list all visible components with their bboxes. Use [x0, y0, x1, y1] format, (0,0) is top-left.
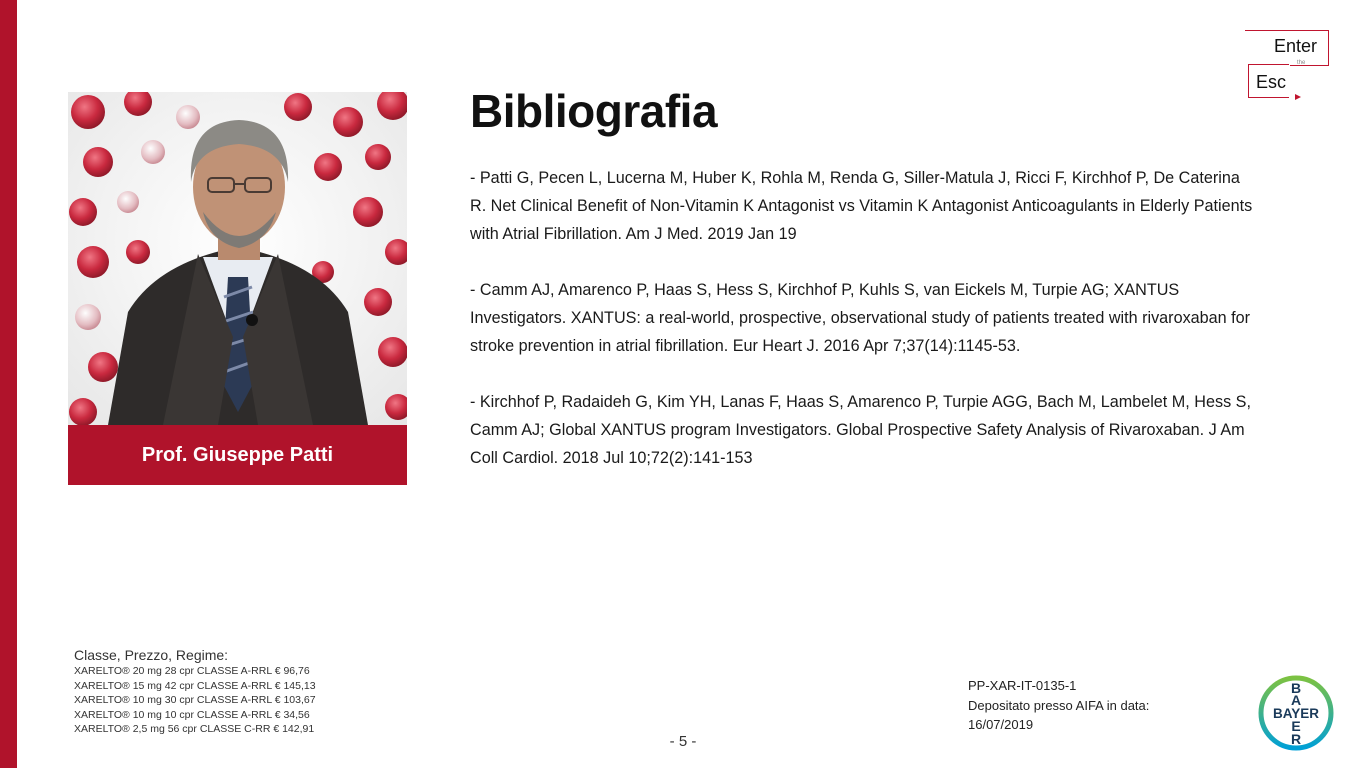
- aifa-label: Depositato presso AIFA in data:: [968, 697, 1150, 713]
- enter-the-esc-logo: [1246, 29, 1330, 99]
- aifa-date: 16/07/2019: [968, 717, 1034, 732]
- reference-item: - Patti G, Pecen L, Lucerna M, Huber K, Rohla M, Renda G, Siller-Matula J, Ricci F, Kirchhof P, De Caterina R. Net Clinical Benefit of Non-Vitamin K Antagonist vs Vitamin K Antagonist Anticoagulants in Elderly Patients with Atrial Fibrillation. Am J Med. 2019 Jan 19: [470, 169, 1253, 243]
- bayer-letter: E: [1291, 718, 1301, 734]
- presenter-photo: [68, 92, 407, 425]
- reference-list: [470, 164, 1260, 500]
- document-code: PP-XAR-IT-0135-1: [968, 678, 1077, 693]
- reference-item: - Kirchhof P, Radaideh G, Kim YH, Lanas F, Haas S, Amarenco P, Turpie AGG, Bach M, Lambelet M, Hess S, Camm AJ; Global XANTUS program Investigators. Global Prospective Safety Analysis of Rivaroxaban. J Am Coll Cardiol. 2018 Jul 10;72(2):141-153: [470, 393, 1251, 467]
- bayer-letter: R: [1290, 731, 1302, 747]
- bayer-letter: A: [1290, 692, 1302, 708]
- price-line: XARELTO® 15 mg 42 cpr CLASSE A-RRL € 145,13: [74, 679, 316, 692]
- price-line: XARELTO® 10 mg 10 cpr CLASSE A-RRL € 34,56: [74, 708, 310, 721]
- aifa-deposit-info: [968, 676, 1218, 735]
- presenter-illustration: [68, 92, 407, 425]
- price-line: XARELTO® 20 mg 28 cpr CLASSE A-RRL € 96,76: [74, 665, 310, 677]
- logo-esc-text: Esc: [1256, 72, 1287, 92]
- bayer-word: BAYER: [1272, 706, 1320, 721]
- presenter-name: Prof. Giuseppe Patti: [68, 425, 407, 485]
- left-accent-bar: [0, 0, 17, 768]
- bayer-cross-icon: [1256, 673, 1336, 753]
- price-regime-block: [74, 646, 316, 737]
- price-title: Classe, Prezzo, Regime:: [74, 647, 229, 663]
- price-line: XARELTO® 10 mg 30 cpr CLASSE A-RRL € 103,67: [74, 694, 316, 706]
- page-title: Bibliografia: [470, 85, 718, 137]
- bayer-letter: B: [1290, 680, 1302, 696]
- reference-item: - Camm AJ, Amarenco P, Haas S, Hess S, Kirchhof P, Kuhls S, van Eickels M, Turpie AG; XANTUS Investigators. XANTUS: a real-world, prospective, observational study of patients treated with rivaroxaban for stroke prevention in atrial fibrillation. Eur Heart J. 2016 Apr 7;37(14):1145-53.: [470, 281, 1251, 355]
- logo-the-text: the: [1297, 60, 1306, 66]
- price-line: XARELTO® 2,5 mg 56 cpr CLASSE C-RR € 142,91: [74, 723, 315, 735]
- page-number: - 5 -: [669, 733, 697, 750]
- logo-enter-text: Enter: [1274, 36, 1318, 56]
